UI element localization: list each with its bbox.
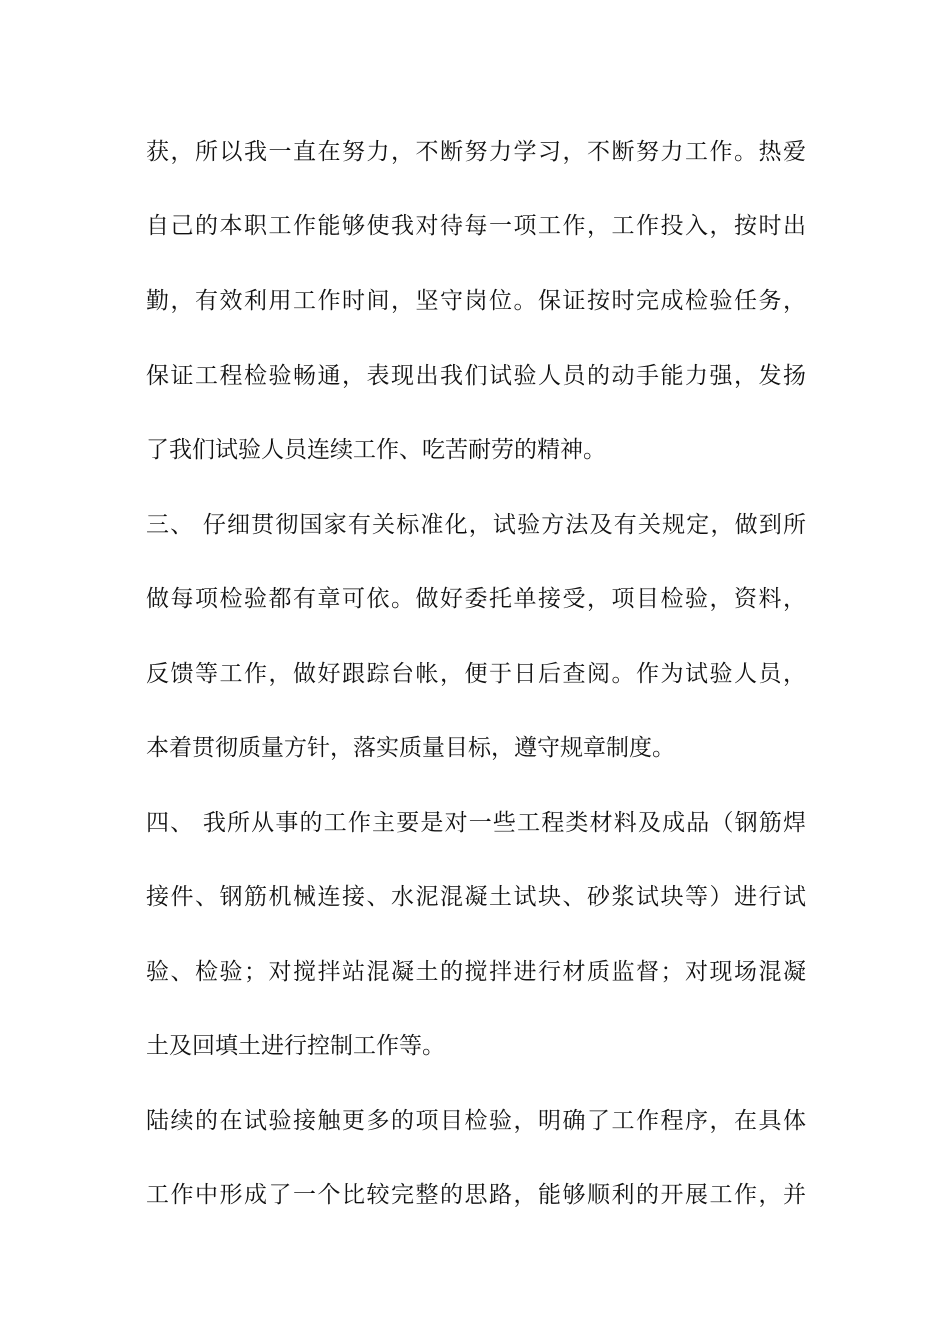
text-line: 保证工程检验畅通，表现出我们试验人员的动手能力强，发扬 — [146, 363, 806, 389]
list-item-line: 四、 我所从事的工作主要是对一些工程类材料及成品（钢筋焊 — [146, 810, 806, 836]
text-line: 了我们试验人员连续工作、吃苦耐劳的精神。 — [146, 437, 606, 463]
list-item-line: 三、 仔细贯彻国家有关标准化，试验方法及有关规定，做到所 — [146, 512, 806, 538]
text-line: 做每项检验都有章可依。做好委托单接受，项目检验，资料， — [146, 586, 806, 612]
text-line: 接件、钢筋机械连接、水泥混凝土试块、砂浆试块等）进行试 — [146, 884, 806, 910]
text-line: 验、检验；对搅拌站混凝土的搅拌进行材质监督；对现场混凝 — [146, 959, 806, 985]
text-line: 勤，有效利用工作时间，坚守岗位。保证按时完成检验任务， — [146, 288, 806, 314]
text-line: 自己的本职工作能够使我对待每一项工作，工作投入，按时出 — [146, 213, 806, 239]
text-line: 获，所以我一直在努力，不断努力学习，不断努力工作。热爱 — [146, 139, 806, 165]
text-line: 反馈等工作，做好跟踪台帐，便于日后查阅。作为试验人员， — [146, 661, 806, 687]
text-line: 陆续的在试验接触更多的项目检验，明确了工作程序，在具体 — [146, 1108, 806, 1134]
text-line: 本着贯彻质量方针，落实质量目标，遵守规章制度。 — [146, 735, 675, 761]
text-line: 土及回填土进行控制工作等。 — [146, 1033, 445, 1059]
text-line: 工作中形成了一个比较完整的思路，能够顺利的开展工作，并 — [146, 1182, 806, 1208]
